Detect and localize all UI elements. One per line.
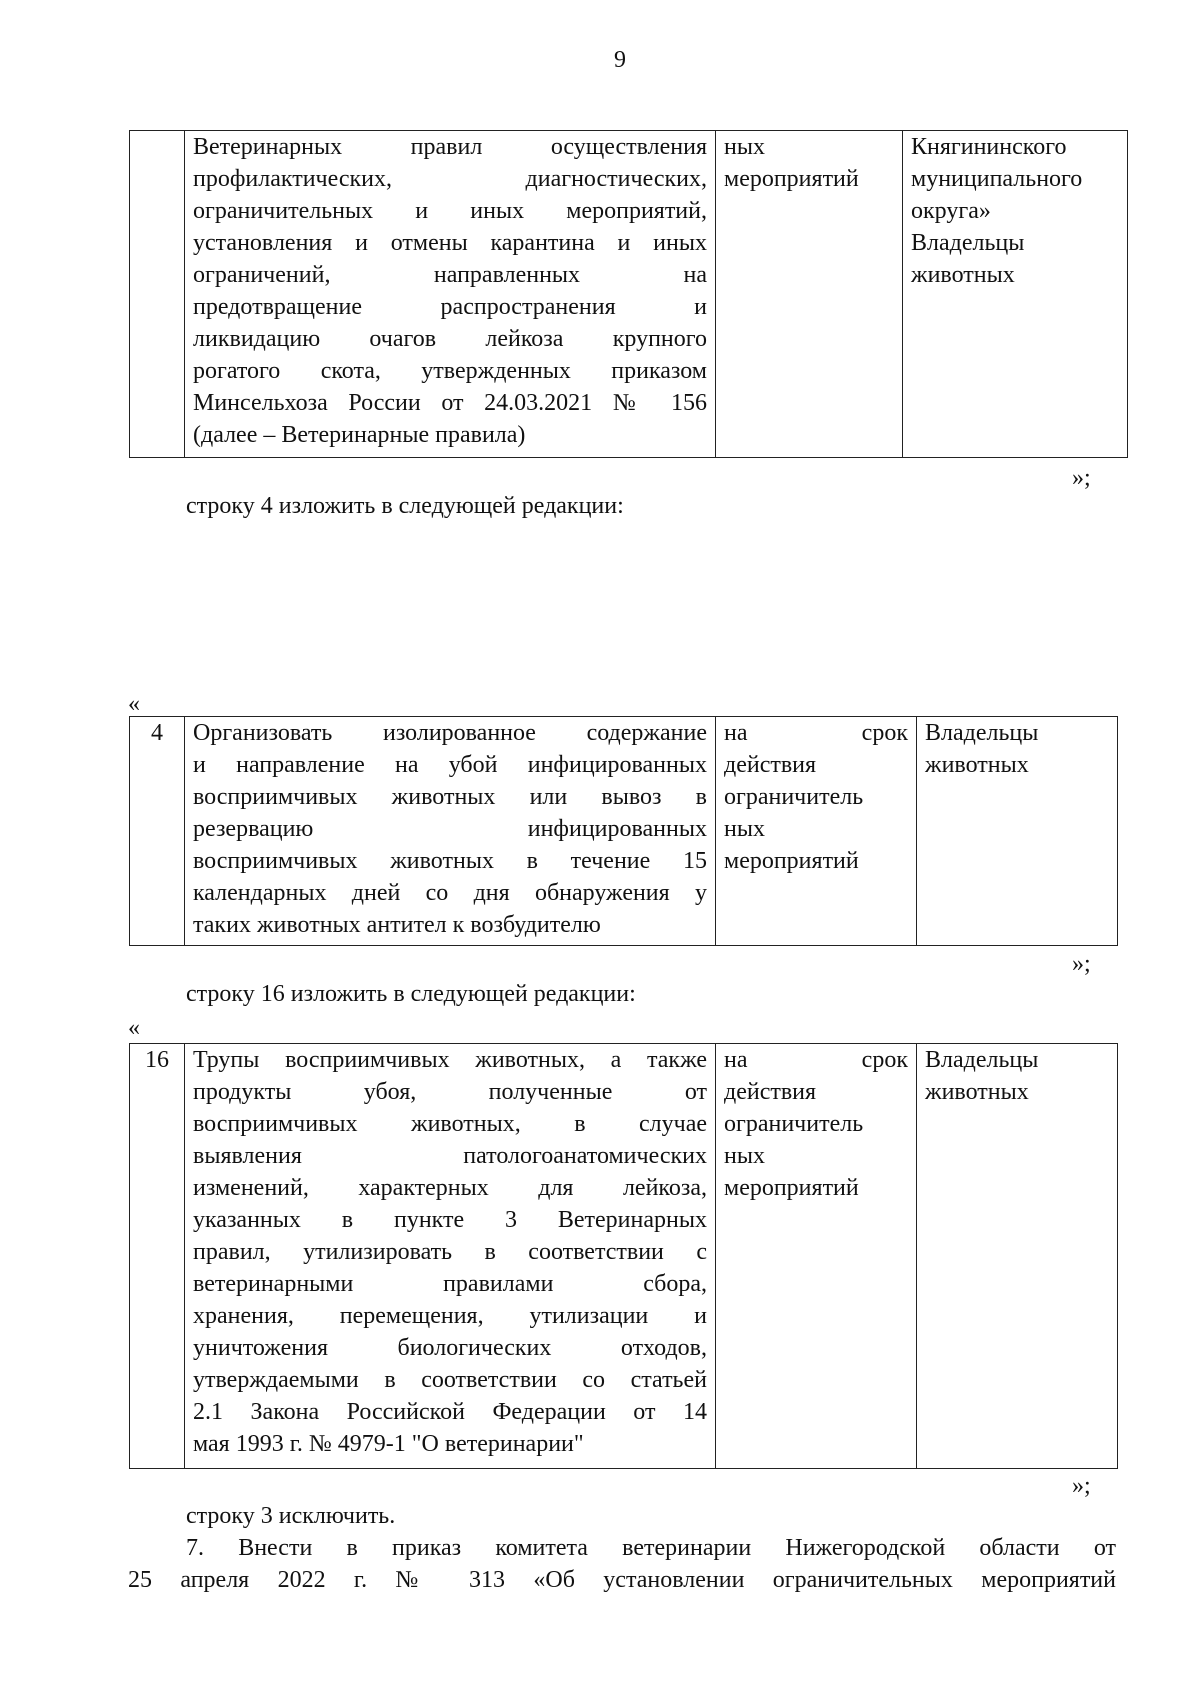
cell-responsible: Владельцы животных [917,1044,1118,1469]
table-row [130,717,1118,946]
table-continuation [129,130,1128,458]
table-row [130,131,1128,458]
cell-term: ных мероприятий [716,131,903,458]
paragraph-7-line1: 7. Внести в приказ комитета ветеринарии Нижегородской области от [186,1535,1116,1561]
cell-measure: Ветеринарных правил осуществления профилактических, диагностических, ограничительных и иных мероприятий, установления и отмены карантина и иных ограничений, направленных на предотвращение распространения и ликвидацию очагов лейкоза крупного рогатого скота, утвержденных приказом Минсельхоза России от 24.03.2021 № 156 (далее – Ветеринарные правила) [185,131,716,458]
table-row [130,1044,1118,1469]
opening-quote: « [128,1015,140,1041]
cell-responsible: Княгининского муниципального округа» Владельцы животных [903,131,1128,458]
closing-quote: »; [1072,465,1091,491]
cell-measure: Трупы восприимчивых животных, а также продукты убоя, полученные от восприимчивых животных, в случае выявления патологоанатомических изменений, характерных для лейкоза, указанных в пункте 3 Ветеринарных правил, утилизировать в соответствии с ветеринарными правилами сбора, хранения, перемещения, утилизации и уничтожения биологических отходов, утверждаемыми в соответствии со статьей 2.1 Закона Российской Федерации от 14 мая 1993 г. № 4979-1 "О ветеринарии" [185,1044,716,1469]
page-number: 9 [614,47,626,73]
table-row4 [129,716,1118,946]
cell-term: на срок действия ограничитель ных мероприятий [716,1044,917,1469]
cell-number [130,131,185,458]
cell-responsible: Владельцы животных [917,717,1118,946]
paragraph-row16: строку 16 изложить в следующей редакции: [186,981,636,1007]
paragraph-exclude-row3: строку 3 исключить. [186,1503,396,1529]
cell-measure: Организовать изолированное содержание и направление на убой инфицированных восприимчивых животных или вывоз в резервацию инфицированных восприимчивых животных в течение 15 календарных дней со дня обнаружения у таких животных антител к возбудителю [185,717,716,946]
opening-quote: « [128,691,140,717]
table-row16 [129,1043,1118,1469]
paragraph-7-line2: 25 апреля 2022 г. № 313 «Об установлении ограничительных мероприятий [128,1567,1116,1593]
cell-term: на срок действия ограничитель ных мероприятий [716,717,917,946]
closing-quote: »; [1072,951,1091,977]
cell-number: 4 [130,717,185,946]
paragraph-row4: строку 4 изложить в следующей редакции: [186,493,624,519]
closing-quote: »; [1072,1473,1091,1499]
cell-number: 16 [130,1044,185,1469]
